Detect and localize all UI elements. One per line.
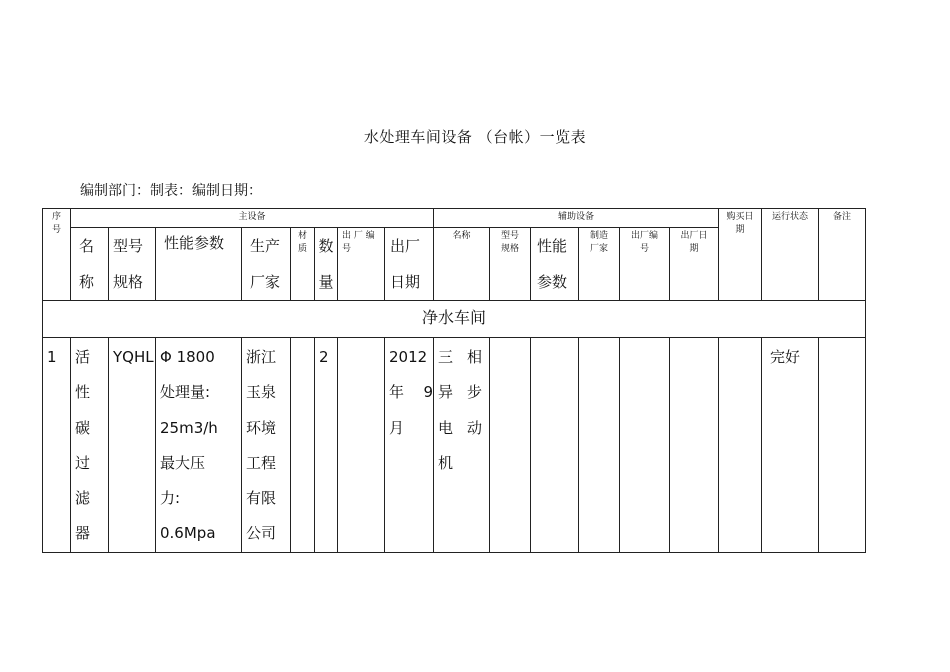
document-title: 水处理车间设备 （台帐）一览表 (363, 128, 587, 146)
col-purchase-date-header: 购买日 期 (719, 209, 762, 301)
aux-name-header: 名称 (434, 228, 490, 301)
aux-model-header: 型号 规格 (490, 228, 531, 301)
meta-line: 编制部门：制表：编制日期： (80, 183, 262, 199)
equipment-ledger-table (42, 208, 866, 553)
row-main-maker: 浙江 玉泉 环境 工程 有限 公司 (242, 338, 291, 553)
main-model-header: 型号 规格 (109, 228, 156, 301)
row-remarks (819, 338, 866, 553)
aux-date-header: 出厂日 期 (670, 228, 719, 301)
row-seq: 1 (43, 338, 71, 553)
row-main-perf: Φ 1800 处理量: 25m3/h 最大压 力: 0.6Mpa (156, 338, 242, 553)
aux-name-line3 (438, 411, 482, 446)
aux-name-line1 (438, 340, 482, 375)
row-purchase-date (719, 338, 762, 553)
row-aux-model (490, 338, 531, 553)
aux-serial-header: 出厂编 号 (620, 228, 670, 301)
date-month-num: 9 (423, 383, 433, 402)
aux-name-line4: 机 (438, 453, 454, 472)
col-remarks-header: 备注 (819, 209, 866, 301)
col-seq-header: 序 号 (43, 209, 71, 301)
aux-name-char: 动 (466, 418, 482, 437)
main-date-header: 出厂 日期 (385, 228, 434, 301)
main-material-header: 材 质 (291, 228, 315, 301)
row-main-model: YQHL (109, 338, 156, 553)
table-row (43, 338, 866, 553)
main-qty-header: 数 量 (315, 228, 338, 301)
aux-name-char: 三 (438, 348, 454, 366)
row-main-date (385, 338, 434, 553)
header-row-groups (43, 209, 866, 228)
aux-name-char: 异 (438, 383, 454, 402)
row-aux-maker (579, 338, 620, 553)
aux-name-char: 步 (466, 383, 482, 402)
row-aux-serial (620, 338, 670, 553)
row-main-qty: 2 (315, 338, 338, 553)
row-aux-date (670, 338, 719, 553)
row-status: 完好 (762, 338, 819, 553)
main-maker-header: 生产 厂家 (242, 228, 291, 301)
main-name-header: 名 称 (71, 228, 109, 301)
main-serial-header: 出 厂 编 号 (338, 228, 385, 301)
aux-equipment-group-header: 辅助设备 (434, 209, 719, 228)
row-aux-perf (531, 338, 579, 553)
row-aux-name (434, 338, 490, 553)
section-row (43, 301, 866, 338)
date-month-line (389, 375, 433, 410)
aux-name-char: 电 (438, 418, 454, 437)
row-main-name: 活 性 碳 过 滤 器 (71, 338, 109, 553)
date-year: 2012 (389, 348, 428, 366)
aux-maker-header: 制造 厂家 (579, 228, 620, 301)
row-main-serial (338, 338, 385, 553)
col-run-status-header: 运行状态 (762, 209, 819, 301)
main-equipment-group-header: 主设备 (71, 209, 434, 228)
row-main-material (291, 338, 315, 553)
aux-name-line2 (438, 375, 482, 410)
date-yue: 月 (389, 418, 405, 437)
aux-name-char: 相 (466, 348, 482, 366)
section-label: 净水车间 (43, 301, 866, 338)
aux-perf-header: 性能 参数 (531, 228, 579, 301)
date-nian: 年 (389, 383, 405, 402)
main-perf-header: 性能参数 (156, 228, 242, 301)
